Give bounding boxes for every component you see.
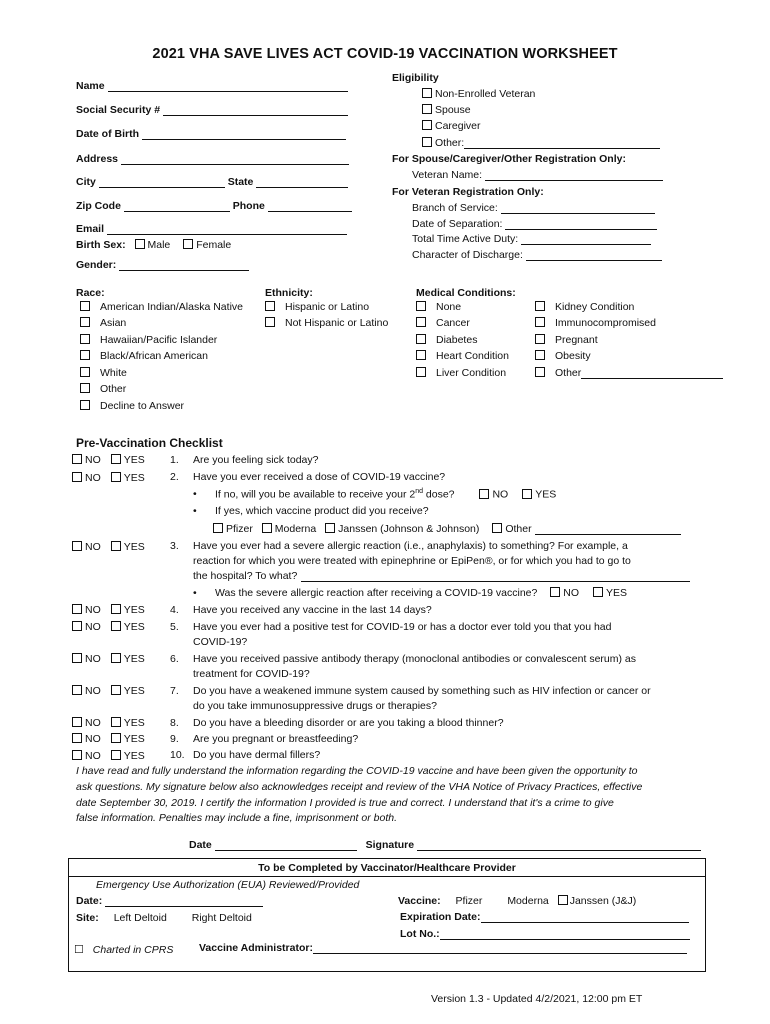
provider-date-field[interactable] xyxy=(105,896,263,907)
q10-yes-checkbox[interactable] xyxy=(111,750,121,760)
discharge-field[interactable] xyxy=(526,250,662,261)
q3a-text: Was the severe allergic reaction after receiving a COVID-19 vaccine? xyxy=(215,587,538,599)
date-label: Date xyxy=(189,839,212,851)
city-field[interactable] xyxy=(99,177,225,188)
yes-label: YES xyxy=(123,685,145,697)
q1-answers xyxy=(72,454,145,466)
separation-label: Date of Separation: xyxy=(412,218,503,230)
eligibility-option-label: Caregiver xyxy=(435,120,481,132)
q5-no-checkbox[interactable] xyxy=(72,621,82,631)
signature-field[interactable] xyxy=(417,840,701,851)
other-eligibility-field[interactable] xyxy=(464,138,660,149)
q2-answers xyxy=(72,472,145,484)
vaccine-label: Vaccine: xyxy=(398,895,441,907)
medical-option xyxy=(535,301,634,313)
gender-label: Gender: xyxy=(76,259,117,271)
other-eligibility-checkbox[interactable] xyxy=(422,137,432,147)
active-duty-field[interactable] xyxy=(521,234,651,245)
q3-yes-checkbox[interactable] xyxy=(111,541,121,551)
q3-text-line: Have you ever had a severe allergic reaction (i.e., anaphylaxis) to something? For example, a xyxy=(193,540,628,552)
lot-field[interactable] xyxy=(440,929,690,940)
q9-no-checkbox[interactable] xyxy=(72,733,82,743)
q9-number: 9. xyxy=(170,733,179,745)
race-checkbox[interactable] xyxy=(80,350,90,360)
consent-line: ask questions. My signature below also acknowledges receipt and review of the VHA Notice of Privacy Practices, effective xyxy=(76,781,643,793)
eua-text: Emergency Use Authorization (EUA) Reviewed/Provided xyxy=(96,879,360,891)
medical-checkbox[interactable] xyxy=(535,334,545,344)
q5-text-line: Have you ever had a positive test for COVID-19 or has a doctor ever told you that you had xyxy=(193,621,612,633)
ethnicity-option-label: Hispanic or Latino xyxy=(285,301,370,313)
q3-no-checkbox[interactable] xyxy=(72,541,82,551)
date-signature-row xyxy=(189,839,701,851)
charted-checkbox-icon[interactable]: ☐ xyxy=(74,944,84,956)
q7-number: 7. xyxy=(170,685,179,697)
race-checkbox[interactable] xyxy=(80,383,90,393)
eligibility-option-label: Spouse xyxy=(435,104,471,116)
spouse-registration-heading: For Spouse/Caregiver/Other Registration Only: xyxy=(392,153,626,165)
consent-line: false information. Penalties may include a fine, imprisonment or both. xyxy=(76,812,397,824)
no-label: NO xyxy=(85,454,101,466)
medical-option-label: Liver Condition xyxy=(436,367,507,379)
medical-checkbox[interactable] xyxy=(416,350,426,360)
right-deltoid-option[interactable]: Right Deltoid xyxy=(191,912,252,924)
race-checkbox[interactable] xyxy=(80,400,90,410)
address-field[interactable] xyxy=(121,154,349,165)
medical-option-label: Kidney Condition xyxy=(555,301,635,313)
q3-number: 3. xyxy=(170,540,179,552)
ssn-row xyxy=(76,104,348,116)
q8-no-checkbox[interactable] xyxy=(72,717,82,727)
q3-text-line xyxy=(193,570,690,582)
yes-label: YES xyxy=(123,621,145,633)
q2a-text-end: dose? xyxy=(423,488,455,501)
male-checkbox[interactable] xyxy=(135,239,145,249)
race-option xyxy=(80,317,126,329)
q2a-yes-checkbox[interactable] xyxy=(522,489,532,499)
race-option xyxy=(80,301,243,313)
medical-option xyxy=(535,334,598,346)
medical-option-label: Diabetes xyxy=(436,334,478,346)
janssen-option: Janssen (J&J) xyxy=(569,895,637,907)
yes-label: YES xyxy=(123,733,145,745)
birth-sex-row xyxy=(76,239,231,251)
lot-row xyxy=(400,928,690,940)
provider-date-row xyxy=(76,895,263,907)
consent-line: I have read and fully understand the information regarding the COVID-19 vaccine and have been given the opportunity to xyxy=(76,765,638,777)
q9-text: Are you pregnant or breastfeeding? xyxy=(193,733,359,745)
q10-number: 10. xyxy=(170,749,185,761)
phone-label: Phone xyxy=(232,200,265,212)
site-row xyxy=(76,912,252,924)
eligibility-option xyxy=(422,88,535,100)
q6-answers xyxy=(72,653,145,665)
q2a-no-checkbox[interactable] xyxy=(479,489,489,499)
medical-checkbox[interactable] xyxy=(535,350,545,360)
veteran-name-label: Veteran Name: xyxy=(412,169,483,181)
branch-field[interactable] xyxy=(501,203,655,214)
zip-field[interactable] xyxy=(124,201,230,212)
lot-label: Lot No.: xyxy=(400,928,440,940)
pfizer-option[interactable]: Pfizer xyxy=(455,895,483,907)
medical-checkbox[interactable] xyxy=(535,301,545,311)
medical-option-label: Other xyxy=(555,367,582,379)
left-deltoid-option[interactable]: Left Deltoid xyxy=(113,912,167,924)
product-label: Moderna xyxy=(274,523,317,535)
gender-field[interactable] xyxy=(119,260,249,271)
provider-date-label: Date: xyxy=(76,895,103,907)
zip-label: Zip Code xyxy=(76,200,121,212)
vaccine-products-row xyxy=(213,523,681,535)
no-label: NO xyxy=(85,604,101,616)
charted-row xyxy=(74,943,173,956)
eligibility-option xyxy=(422,120,481,132)
yes-label: YES xyxy=(123,653,145,665)
eligibility-option xyxy=(422,104,471,116)
q1-number: 1. xyxy=(170,454,179,466)
q3a-no-checkbox[interactable] xyxy=(550,587,560,597)
medical-option xyxy=(535,350,591,362)
date-field[interactable] xyxy=(215,840,357,851)
q5-yes-checkbox[interactable] xyxy=(111,621,121,631)
q2-yes-checkbox[interactable] xyxy=(111,472,121,482)
q10-answers xyxy=(72,750,145,762)
email-label: Email xyxy=(76,223,105,235)
q3a-row xyxy=(215,587,627,599)
q3-text-end: the hospital? To what? xyxy=(193,570,298,582)
other-condition-field[interactable] xyxy=(581,368,723,379)
q8-text: Do you have a bleeding disorder or are you taking a blood thinner? xyxy=(193,717,504,729)
q2-text: Have you ever received a dose of COVID-19 vaccine? xyxy=(193,471,446,483)
yes-label: YES xyxy=(606,587,628,599)
name-label: Name xyxy=(76,80,105,92)
no-label: NO xyxy=(85,685,101,697)
ethnicity-heading: Ethnicity: xyxy=(265,287,313,299)
race-option xyxy=(80,350,208,362)
site-label: Site: xyxy=(76,912,99,924)
expiration-label: Expiration Date: xyxy=(400,911,481,923)
q8-number: 8. xyxy=(170,717,179,729)
q2a-row xyxy=(215,488,556,501)
female-label: Female xyxy=(196,239,232,251)
no-label: NO xyxy=(85,621,101,633)
q2-number: 2. xyxy=(170,471,179,483)
yes-label: YES xyxy=(123,750,145,762)
separation-field[interactable] xyxy=(505,219,657,230)
city-state-row xyxy=(76,176,348,188)
q6-yes-checkbox[interactable] xyxy=(111,653,121,663)
medical-checkbox[interactable] xyxy=(535,367,545,377)
name-row xyxy=(76,80,348,92)
q4-no-checkbox[interactable] xyxy=(72,604,82,614)
q7-text-line: do you take immunosuppressive drugs or therapies? xyxy=(193,700,437,712)
email-field[interactable] xyxy=(107,224,347,235)
no-label: NO xyxy=(85,733,101,745)
no-label: NO xyxy=(85,541,101,553)
medical-option xyxy=(416,350,509,362)
q8-answers xyxy=(72,717,145,729)
q3-answers xyxy=(72,541,145,553)
race-checkbox[interactable] xyxy=(80,301,90,311)
birth-sex-label: Birth Sex: xyxy=(76,239,126,251)
yes-label: YES xyxy=(123,717,145,729)
provider-heading: To be Completed by Vaccinator/Healthcare Provider xyxy=(69,859,705,877)
product-label: Pfizer xyxy=(226,523,253,535)
medical-option xyxy=(416,317,470,329)
yes-label: YES xyxy=(123,541,145,553)
race-option-label: Other xyxy=(100,383,127,395)
yes-label: YES xyxy=(535,488,557,501)
q7-answers xyxy=(72,685,145,697)
medical-option-label: Heart Condition xyxy=(436,350,509,362)
q10-no-checkbox[interactable] xyxy=(72,750,82,760)
race-option-label: Decline to Answer xyxy=(100,400,185,412)
race-checkbox[interactable] xyxy=(80,367,90,377)
vaccine-row xyxy=(398,895,636,907)
q6-text-line: Have you received passive antibody therapy (monoclonal antibodies or convalescent serum) as xyxy=(193,653,636,665)
q6-text-line: treatment for COVID-19? xyxy=(193,668,310,680)
address-label: Address xyxy=(76,153,119,165)
q3-text-line: reaction for which you were treated with epinephrine or EpiPen®, or for which you had to go to xyxy=(193,555,631,567)
q10-text: Do you have dermal fillers? xyxy=(193,749,321,761)
no-label: NO xyxy=(85,750,101,762)
medical-checkbox[interactable] xyxy=(416,317,426,327)
q3a-yes-checkbox[interactable] xyxy=(593,587,603,597)
no-label: NO xyxy=(85,653,101,665)
administrator-row xyxy=(199,942,687,954)
q8-yes-checkbox[interactable] xyxy=(111,717,121,727)
ethnicity-checkbox[interactable] xyxy=(265,301,275,311)
product-label: Other xyxy=(505,523,532,535)
q2b-text: • If yes, which vaccine product did you receive? xyxy=(215,505,429,517)
discharge-label: Character of Discharge: xyxy=(412,249,523,261)
zip-phone-row xyxy=(76,200,352,212)
q2-no-checkbox[interactable] xyxy=(72,472,82,482)
race-option xyxy=(80,400,184,412)
race-option-label: American Indian/Alaska Native xyxy=(100,301,243,313)
no-label: NO xyxy=(492,488,509,501)
janssen-checkbox[interactable] xyxy=(325,523,335,533)
medical-option xyxy=(535,367,723,379)
q9-yes-checkbox[interactable] xyxy=(111,733,121,743)
q4-number: 4. xyxy=(170,604,179,616)
active-duty-label: Total Time Active Duty: xyxy=(412,233,519,245)
race-heading: Race: xyxy=(76,287,105,299)
race-option-label: Hawaiian/Pacific Islander xyxy=(100,334,218,346)
veteran-registration-heading: For Veteran Registration Only: xyxy=(392,186,544,198)
q4-answers xyxy=(72,604,145,616)
checklist-heading: Pre-Vaccination Checklist xyxy=(76,436,223,450)
branch-row xyxy=(412,202,655,214)
other-product-checkbox[interactable] xyxy=(492,523,502,533)
eligibility-option xyxy=(422,137,660,149)
branch-label: Branch of Service: xyxy=(412,202,498,214)
medical-checkbox[interactable] xyxy=(535,317,545,327)
yes-label: YES xyxy=(123,604,145,616)
expiration-field[interactable] xyxy=(481,912,689,923)
medical-option-label: Immunocompromised xyxy=(555,317,656,329)
q6-number: 6. xyxy=(170,653,179,665)
expiration-row xyxy=(400,911,689,923)
administrator-field[interactable] xyxy=(313,943,687,954)
medical-option-label: None xyxy=(436,301,462,313)
ethnicity-checkbox[interactable] xyxy=(265,317,275,327)
ethnicity-option xyxy=(265,301,369,313)
signature-label: Signature xyxy=(365,839,415,851)
administrator-label: Vaccine Administrator: xyxy=(199,942,313,954)
janssen-provider-checkbox[interactable] xyxy=(558,895,568,905)
q2a-text: If no, will you be available to receive your 2 xyxy=(215,488,416,501)
address-row xyxy=(76,153,349,165)
state-label: State xyxy=(227,176,254,188)
medical-checkbox[interactable] xyxy=(416,367,426,377)
separation-row xyxy=(412,218,657,230)
race-option xyxy=(80,334,217,346)
race-option-label: Black/African American xyxy=(100,350,208,362)
city-label: City xyxy=(76,176,96,188)
medical-checkbox[interactable] xyxy=(416,301,426,311)
q1-yes-checkbox[interactable] xyxy=(111,454,121,464)
dob-row xyxy=(76,128,346,140)
q5-text-line: COVID-19? xyxy=(193,636,248,648)
q4-yes-checkbox[interactable] xyxy=(111,604,121,614)
race-checkbox[interactable] xyxy=(80,334,90,344)
q4-text: Have you received any vaccine in the last 14 days? xyxy=(193,604,432,616)
q1-text: Are you feeling sick today? xyxy=(193,454,319,466)
product-label: Janssen (Johnson & Johnson) xyxy=(338,523,480,535)
eligibility-heading: Eligibility xyxy=(392,72,439,84)
medical-option xyxy=(416,367,506,379)
veteran-name-field[interactable] xyxy=(485,170,663,181)
female-checkbox[interactable] xyxy=(183,239,193,249)
race-option xyxy=(80,383,126,395)
version-footer: Version 1.3 - Updated 4/2/2021, 12:00 pm ET xyxy=(431,993,643,1005)
yes-label: YES xyxy=(123,454,145,466)
pfizer-checkbox[interactable] xyxy=(213,523,223,533)
name-field[interactable] xyxy=(108,81,348,92)
dob-label: Date of Birth xyxy=(76,128,139,140)
charted-label: Charted in CPRS xyxy=(92,944,174,956)
race-option xyxy=(80,367,127,379)
race-option-label: Asian xyxy=(100,317,127,329)
phone-field[interactable] xyxy=(268,201,352,212)
no-label: NO xyxy=(85,717,101,729)
race-option-label: White xyxy=(100,367,127,379)
consent-line: date September 30, 2019. I certify the information I provided is true and correct. I understand that it's a crime to give xyxy=(76,797,614,809)
state-field[interactable] xyxy=(256,177,348,188)
medical-option-label: Cancer xyxy=(436,317,470,329)
spouse-checkbox[interactable] xyxy=(422,104,432,114)
medical-option-label: Obesity xyxy=(555,350,591,362)
other-product-field[interactable] xyxy=(535,524,681,535)
q2a-superscript: nd xyxy=(415,488,423,495)
male-label: Male xyxy=(147,239,171,251)
no-label: NO xyxy=(85,472,101,484)
eligibility-option-label: Other: xyxy=(435,137,465,149)
ssn-label: Social Security # xyxy=(76,104,161,116)
veteran-name-row xyxy=(412,169,663,181)
ethnicity-option-label: Not Hispanic or Latino xyxy=(285,317,389,329)
q7-yes-checkbox[interactable] xyxy=(111,685,121,695)
page-title: 2021 VHA SAVE LIVES ACT COVID-19 VACCINATION WORKSHEET xyxy=(152,46,618,62)
non-enrolled-checkbox[interactable] xyxy=(422,88,432,98)
q5-number: 5. xyxy=(170,621,179,633)
medical-option xyxy=(535,317,656,329)
allergy-field[interactable] xyxy=(301,571,690,582)
medical-option xyxy=(416,301,461,313)
gender-row xyxy=(76,259,249,271)
moderna-option[interactable]: Moderna xyxy=(507,895,549,907)
medical-option xyxy=(416,334,477,346)
eligibility-option-label: Non-Enrolled Veteran xyxy=(435,88,536,100)
yes-label: YES xyxy=(123,472,145,484)
q6-no-checkbox[interactable] xyxy=(72,653,82,663)
email-row xyxy=(76,223,347,235)
no-label: NO xyxy=(563,587,580,599)
medical-checkbox[interactable] xyxy=(416,334,426,344)
ssn-field[interactable] xyxy=(163,105,348,116)
q5-answers xyxy=(72,621,145,633)
medical-option-label: Pregnant xyxy=(555,334,598,346)
discharge-row xyxy=(412,249,662,261)
caregiver-checkbox[interactable] xyxy=(422,120,432,130)
dob-field[interactable] xyxy=(142,129,346,140)
q7-no-checkbox[interactable] xyxy=(72,685,82,695)
q9-answers xyxy=(72,733,145,745)
moderna-checkbox[interactable] xyxy=(262,523,272,533)
q7-text-line: Do you have a weakened immune system caused by something such as HIV infection or cancer or xyxy=(193,685,651,697)
medical-heading: Medical Conditions: xyxy=(416,287,516,299)
ethnicity-option xyxy=(265,317,388,329)
active-duty-row xyxy=(412,233,651,245)
q1-no-checkbox[interactable] xyxy=(72,454,82,464)
race-checkbox[interactable] xyxy=(80,317,90,327)
